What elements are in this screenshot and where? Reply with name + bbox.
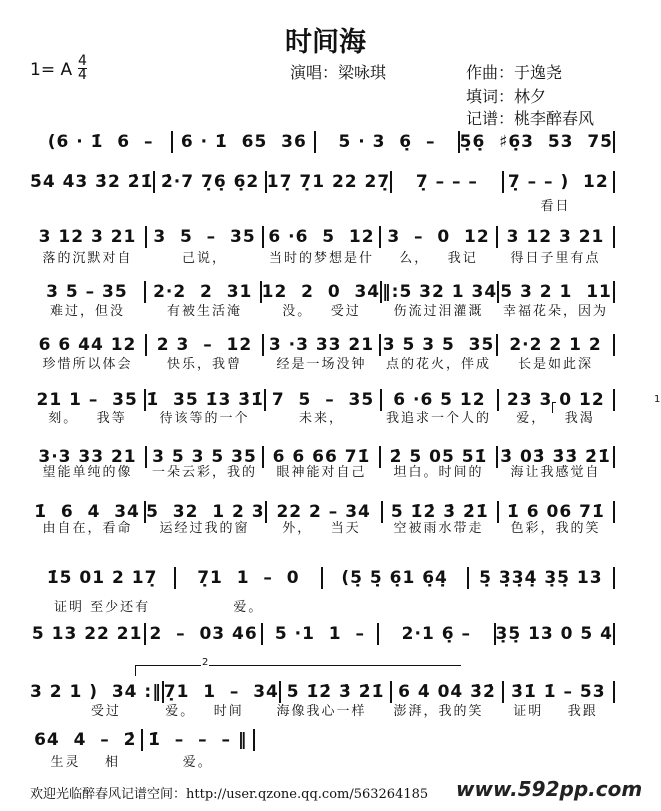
- measure: 2·1 6̣ –: [401, 624, 471, 644]
- lyric-segment: 待该等的一个: [159, 411, 250, 426]
- lyricist-credit: 填词：林夕: [466, 87, 547, 106]
- measure: ‖:5 32 1 34: [382, 282, 498, 302]
- bar-line: [613, 131, 615, 153]
- lyric-segment: 外， 当天: [282, 521, 361, 536]
- measure: 7̣ – – ) 12: [507, 172, 609, 192]
- measure: 2·2 2 1 2: [509, 335, 602, 355]
- lyric-segment: 珍惜所以体会: [42, 357, 133, 372]
- measure: 3 5 – 35: [46, 282, 128, 302]
- lyrics-line: [30, 751, 255, 769]
- measure: 6 4̇ 04̇ 3̇2̇: [398, 682, 496, 702]
- bar-line: [613, 226, 615, 248]
- measure: 3̇1̇ 1̇ – 53: [511, 682, 606, 702]
- lyric-segment: 一朵云彩，我的: [151, 465, 257, 480]
- lyric-segment: 证明 我跟: [513, 704, 598, 719]
- lyric-segment: 爱。 时间: [165, 704, 244, 719]
- measure: 5 ·1 1 –: [274, 624, 365, 644]
- measure: 5 · 3 6̣ –: [338, 132, 436, 152]
- measure: (6 · 1̇ 6 –: [47, 132, 154, 152]
- lyric-segment: 海让我感觉自: [510, 465, 601, 480]
- lyric-segment: 受过: [54, 704, 121, 719]
- measure: 23 3 0 12: [506, 390, 605, 410]
- measure: 3 ·3 33 21: [268, 335, 375, 355]
- measure: 3 5 3 5 35: [382, 335, 495, 355]
- bar-line: [253, 729, 255, 751]
- key-signature: 1= A: [30, 60, 73, 80]
- lyric-segment: 落的沉默对自: [42, 251, 133, 266]
- notation-line: [30, 622, 615, 646]
- measure: 5̣ 3̣3̣4̣ 3̣5̣ 13: [479, 568, 603, 588]
- measure: 3 12 3 21: [38, 227, 137, 247]
- transcriber-credit: 记谱：桃李醉春风: [466, 109, 595, 128]
- lyric-segment: 爱。: [233, 600, 264, 615]
- bar-line: [613, 171, 615, 193]
- lyric-segment: [323, 596, 467, 614]
- measure: 3 2 1 ) 34 :‖: [30, 682, 162, 702]
- measure: 6 6 44 12: [38, 335, 137, 355]
- lyric-segment: 幸福花朵，因为: [502, 304, 608, 319]
- lyric-segment: 爱， 我渴: [516, 411, 595, 426]
- lyrics-line: [30, 596, 615, 614]
- lyric-segment: 望能单纯的像: [42, 465, 133, 480]
- measure: 2 3 – 12: [156, 335, 253, 355]
- measure: 21 1 – 35: [36, 390, 138, 410]
- lyrics-line: [30, 353, 615, 371]
- lyric-segment: 伤流过泪灌溉: [393, 304, 484, 319]
- volta-label: 2: [202, 657, 209, 668]
- notation-line: [30, 170, 615, 194]
- footer-text: 欢迎光临醉春风记谱空间：http://user.qzone.qq.com/563264185: [30, 787, 429, 802]
- measure: 1̇ 35 1̇3 3̇1̇: [146, 390, 264, 410]
- measure: 2̇ 5 05 51̇: [389, 447, 488, 467]
- lyric-segment: [30, 195, 145, 213]
- site-watermark: www.592pp.com: [456, 777, 643, 801]
- measure: 5 1̇2̇ 3̇ 2̇1̇: [390, 502, 489, 522]
- volta-label: 1: [654, 394, 661, 405]
- lyric-segment: 快乐，我曾: [166, 357, 242, 372]
- measure: 5 1̇2̇ 3̇ 2̇1̇: [286, 682, 385, 702]
- measure: 3 5 – 35: [153, 227, 256, 247]
- lyric-segment: 海像我心一样: [276, 704, 367, 719]
- measure: 2̇·7 7̣6̣ 6̣2: [160, 172, 260, 192]
- lyric-segment: 由自在，看命: [42, 521, 133, 536]
- measure: 5 32 1 2 3: [146, 502, 265, 522]
- measure: 3 5 3 5 35: [152, 447, 257, 467]
- lyrics-line: [30, 300, 615, 318]
- lyric-segment: [469, 596, 613, 614]
- lyric-segment: 己说，: [181, 251, 227, 266]
- measure: 1̇5 01 2 17̣: [46, 568, 158, 588]
- lyric-segment: 没。 受过: [282, 304, 361, 319]
- measure: 1̇ 6 06 71̇: [507, 502, 605, 522]
- measure: 6 · 1̇ 65 36: [180, 132, 307, 152]
- notation-line: [30, 225, 615, 249]
- notation-line: [30, 728, 255, 752]
- bar-line: [613, 567, 615, 589]
- lyric-segment: 空被雨水带走: [393, 521, 484, 536]
- lyric-segment: 生灵 相: [50, 755, 121, 770]
- lyric-segment: [381, 195, 496, 213]
- measure: 3̣5̣ 13 0 5 4: [495, 624, 613, 644]
- measure: 64 4 – 2̇: [34, 730, 137, 750]
- lyric-segment: 未来，: [298, 411, 344, 426]
- measure: 12 2 0 34: [261, 282, 381, 302]
- measure: 3·3 33 21: [38, 447, 137, 467]
- lyric-segment: 坦白。时间的: [393, 465, 484, 480]
- measure: 7̣1 1 – 34: [163, 682, 279, 702]
- measure: 7̣ – – –: [415, 172, 478, 192]
- lyric-segment: 眼神能对自己: [276, 465, 367, 480]
- lyric-segment: 当时的梦想是什: [268, 251, 374, 266]
- lyric-segment: 难过，但没: [49, 304, 125, 319]
- composer-credit: 作曲：于逸尧: [466, 63, 563, 82]
- lyric-segment: 看日: [540, 199, 571, 214]
- measure: (5̣ 5̣ 6̣1 6̣4̣: [341, 568, 448, 588]
- volta-bracket: [552, 394, 661, 413]
- lyric-segment: 刻。 我等: [48, 411, 127, 426]
- time-numerator: 4: [78, 53, 87, 69]
- measure: 3̇ 03̇ 3̇3̇ 2̇1̇: [500, 447, 611, 467]
- measure: 7̣1 1 – 0: [197, 568, 300, 588]
- measure: 3 12 3 21: [506, 227, 605, 247]
- lyric-segment: 点的花火，伴成: [385, 357, 491, 372]
- lyrics-line: [30, 407, 615, 425]
- measure: 2 – 03 46: [149, 624, 258, 644]
- lyrics-line: [30, 247, 615, 265]
- volta-bracket: [135, 657, 461, 676]
- measure: 2·2 2 31: [153, 282, 253, 302]
- singer-credit: 演唱：梁咏琪: [290, 63, 387, 82]
- lyric-segment: 得日子里有点: [510, 251, 601, 266]
- lyric-segment: 经是一场没钟: [276, 357, 367, 372]
- lyrics-line: [30, 517, 615, 535]
- measure: 7 5 – 35: [271, 390, 375, 410]
- measure: 1̇ 6 4 34: [34, 502, 140, 522]
- measure: 5̇4 4̇3 3̇2 2̇1̇: [30, 172, 154, 192]
- lyric-segment: 爱。: [182, 755, 213, 770]
- lyric-segment: 澎湃，我的笑: [393, 704, 484, 719]
- measure: 17̣ 7̣1 22 27̣: [266, 172, 391, 192]
- lyric-segment: [264, 195, 379, 213]
- measure: 3 – 0 12: [387, 227, 490, 247]
- lyric-segment: 么， 我记: [399, 251, 478, 266]
- notation-line: [30, 130, 615, 154]
- measure: 5 13 22 21: [31, 624, 143, 644]
- lyric-segment: 证明 至少还有: [54, 600, 151, 615]
- song-title: 时间海: [285, 27, 366, 58]
- lyric-segment: 色彩，我的笑: [510, 521, 601, 536]
- lyric-segment: 有被生活淹: [166, 304, 242, 319]
- time-signature: [78, 55, 87, 82]
- lyric-segment: [147, 195, 262, 213]
- measure: 22 2 – 34: [276, 502, 371, 522]
- lyric-segment: 运经过我的窗: [159, 521, 250, 536]
- bar-line: [613, 623, 615, 645]
- measure: 6 ·6 5 12: [393, 390, 486, 410]
- measure: 5̣6̣ ♯6̣3 53 75̇: [459, 132, 613, 152]
- lyric-segment: 我追求一个人的: [385, 411, 491, 426]
- measure: 1̇ – – – ‖: [148, 730, 248, 750]
- lyric-segment: 长是如此深: [517, 357, 593, 372]
- notation-line: [30, 566, 615, 590]
- lyrics-line: [30, 461, 615, 479]
- lyrics-line: [30, 700, 615, 718]
- measure: 6 6 66 71̇: [272, 447, 371, 467]
- lyrics-line: [30, 195, 615, 213]
- measure: 5 3 2 1 11: [500, 282, 612, 302]
- time-denominator: 4: [78, 67, 87, 83]
- measure: 6 ·6 5 12: [268, 227, 375, 247]
